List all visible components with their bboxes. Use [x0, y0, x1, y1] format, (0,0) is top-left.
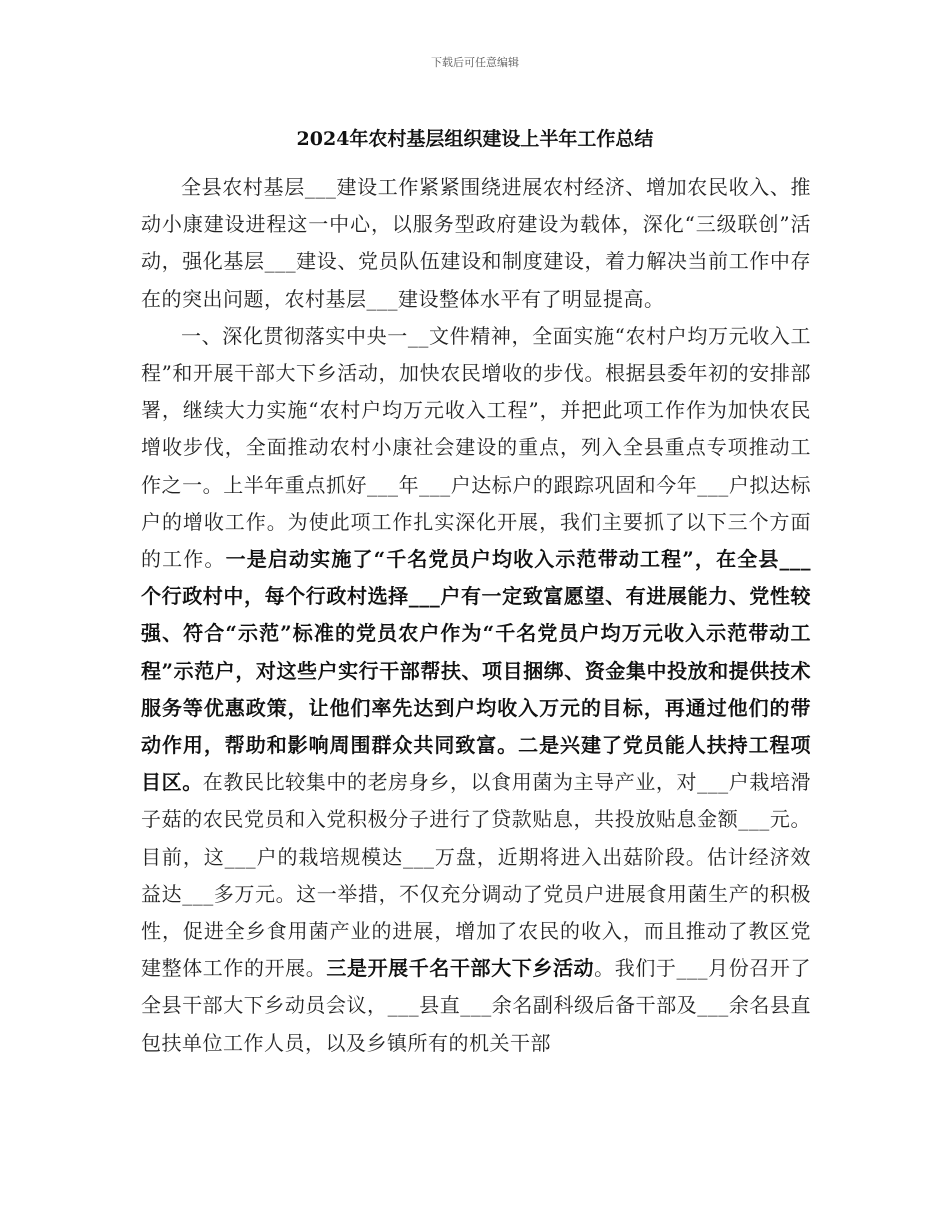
paragraph-intro [141, 169, 811, 318]
bold-highlight-text: 三是开展千名干部大下乡活动 [326, 956, 595, 981]
document-body [141, 169, 811, 1062]
paragraph-text: 在教民比较集中的老房身乡，以食用菌为主导产业，对___户栽培滑子菇的农民党员和入党积极分子进行了贷款贴息，共投放贴息金额___元。目前，这___户的栽培规模达___万盘，近期将进入出菇阶段。估计经济效益达___多万元。这一举措，不仅充分调动了党员户进展食用菌生产的积极性，促进全乡食用菌产业的进展，增加了农民的收入，而且推动了教区党建整体工作的开展。 [141, 770, 812, 981]
bold-highlight-text: 一是启动实施了“千名党员户均收入示范带动工程”，在全县___个行政村中，每个行政村选择___户有一定致富愿望、有进展能力、党性较强、符合“示范”标准的党员农户作为“千名党员户均万元收入示范带动工程”示范户，对这些户实行干部帮扶、项目捆绑、资金集中投放和提供技术服务等优惠政策，让他们率先达到户均收入万元的目标，再通过他们的带动作用，帮助和影响周围群众共同致富。二是兴建了党员能人扶持工程项目区。 [141, 547, 812, 795]
paragraph-text: 一、深化贯彻落实中央一__文件精神，全面实施“农村户均万元收入工程”和开展干部大下乡活动，加快农民增收的步伐。根据县委年初的安排部署，继续大力实施“农村户均万元收入工程”，并把此项工作作为加快农民增收步伐，全面推动农村小康社会建设的重点，列入全县重点专项推动工作之一。上半年重点抓好___年___户达标户的跟踪巩固和今年___户拟达标户的增收工作。为使此项工作扎实深化开展，我们主要抓了以下三个方面的工作。 [141, 323, 811, 572]
paragraph-text: 。我们于___月份召开了全县干部大下乡动员会议，___县直___余名副科级后备干部及___余名县直包扶单位工作人员，以及乡镇所有的机关干部 [141, 956, 812, 1055]
document-title: 2024年农村基层组织建设上半年工作总结 [296, 128, 654, 150]
header-note: 下载后可任意编辑 [431, 56, 519, 69]
paragraph-section-one [141, 318, 811, 1062]
paragraph-text: 全县农村基层___建设工作紧紧围绕进展农村经济、增加农民收入、推动小康建设进程这一中心，以服务型政府建设为载体，深化“三级联创”活动，强化基层___建设、党员队伍建设和制度建设，着力解决当前工作中存在的突出问题，农村基层___建设整体水平有了明显提高。 [141, 175, 811, 311]
